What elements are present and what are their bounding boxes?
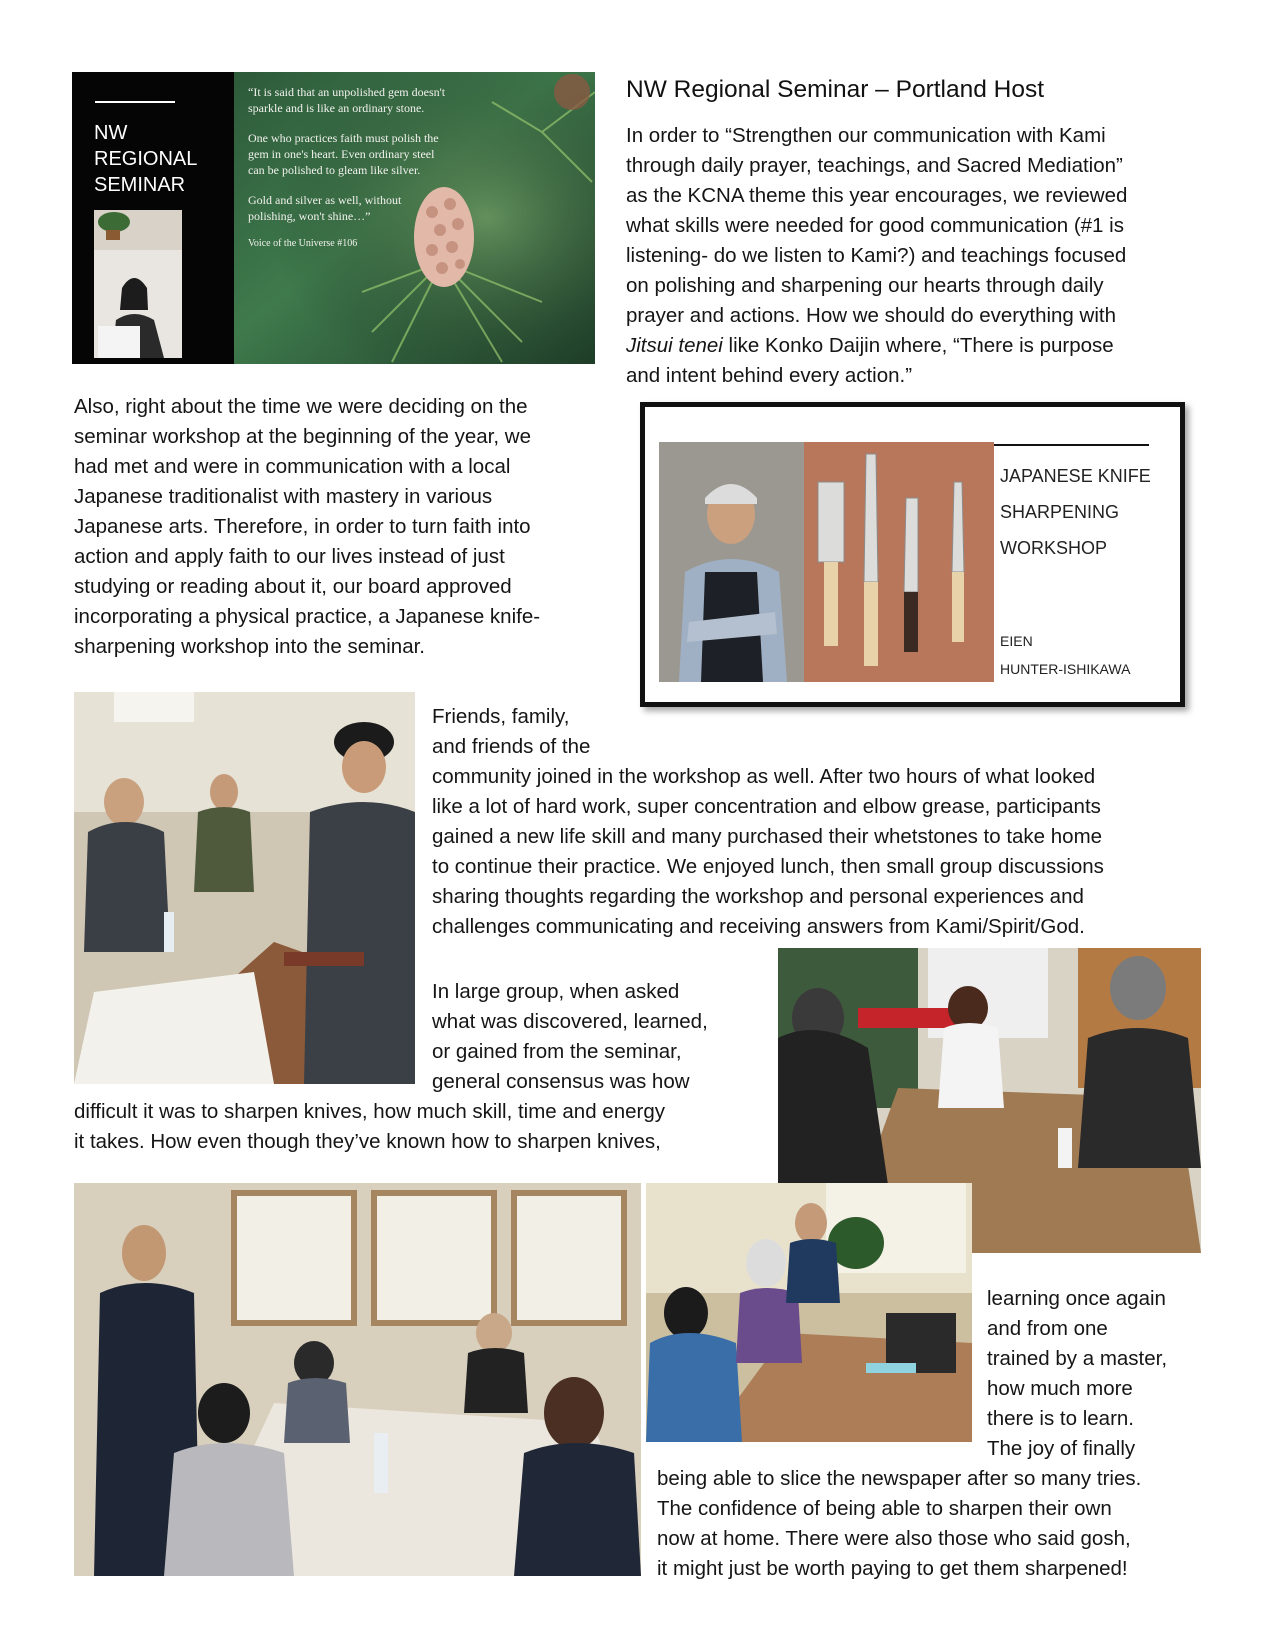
text-line: sharpening workshop into the seminar. bbox=[74, 635, 425, 658]
workshop-card bbox=[640, 402, 1185, 707]
quote-line: Gold and silver as well, without bbox=[248, 193, 402, 207]
quote-line: gem in one's heart. Even ordinary steel bbox=[248, 147, 435, 161]
workshop-photo-room bbox=[74, 1183, 641, 1576]
quote-line: polishing, won't shine…” bbox=[248, 209, 371, 223]
text-line: or gained from the seminar, bbox=[432, 1040, 682, 1063]
text-line: what was discovered, learned, bbox=[432, 1010, 708, 1033]
workshop-photo-laptop bbox=[646, 1183, 972, 1442]
text-line: now at home. There were also those who said gosh, bbox=[657, 1527, 1131, 1550]
text-line: community joined in the workshop as well. After two hours of what looked bbox=[432, 765, 1096, 788]
text-line: general consensus was how bbox=[432, 1070, 690, 1093]
quote-line: can be polished to gleam like silver. bbox=[248, 163, 421, 177]
text-line: In order to “Strengthen our communication with Kami bbox=[626, 124, 1106, 147]
text-line: Japanese traditionalist with mastery in various bbox=[74, 485, 493, 508]
instructor-name-line: HUNTER-ISHIKAWA bbox=[1000, 661, 1131, 677]
text-line: Japanese arts. Therefore, in order to turn faith into bbox=[74, 515, 531, 538]
text-line: to continue their practice. We enjoyed lunch, then small group discussions bbox=[432, 855, 1104, 878]
text-line: it takes. How even though they’ve known how to sharpen knives, bbox=[74, 1130, 661, 1153]
instructor-photo bbox=[659, 442, 804, 682]
text-line: and from one bbox=[987, 1317, 1108, 1340]
article-heading: NW Regional Seminar – Portland Host bbox=[626, 76, 1045, 103]
banner-title bbox=[94, 120, 197, 198]
text-line: trained by a master, bbox=[987, 1347, 1168, 1370]
text-fragment: like Konko Daijin where, “There is purpose bbox=[722, 334, 1114, 357]
workshop-photo-participants bbox=[74, 692, 415, 1084]
instructor-name-line: EIEN bbox=[1000, 633, 1033, 649]
text-line: The joy of finally bbox=[987, 1437, 1136, 1460]
text-line: prayer and actions. How we should do everything with bbox=[626, 304, 1116, 327]
text-line: had met and were in communication with a local bbox=[74, 455, 511, 478]
knives-photo bbox=[804, 442, 994, 682]
card-title-line: JAPANESE KNIFE bbox=[1000, 466, 1151, 486]
quote-line: “It is said that an unpolished gem doesn't bbox=[248, 85, 446, 99]
text-line: learning once again bbox=[987, 1287, 1166, 1310]
text-line: difficult it was to sharpen knives, how much skill, time and energy bbox=[74, 1100, 665, 1123]
text-line: action and apply faith to our lives instead of just bbox=[74, 545, 505, 568]
italic-term: Jitsui tenei bbox=[626, 334, 723, 357]
text-line: on polishing and sharpening our hearts through daily bbox=[626, 274, 1104, 297]
text-line: there is to learn. bbox=[987, 1407, 1134, 1430]
text-line: as the KCNA theme this year encourages, we reviewed bbox=[626, 184, 1128, 207]
banner-title-line: REGIONAL bbox=[94, 148, 198, 170]
banner-title-line: SEMINAR bbox=[94, 174, 186, 196]
card-instructor bbox=[1000, 627, 1130, 683]
text-line: how much more bbox=[987, 1377, 1133, 1400]
banner-quote bbox=[248, 84, 445, 252]
text-line: The confidence of being able to sharpen their own bbox=[657, 1497, 1112, 1520]
text-line: being able to slice the newspaper after so many tries. bbox=[657, 1467, 1142, 1490]
card-rule bbox=[994, 444, 1149, 446]
text-line: it might just be worth paying to get them sharpened! bbox=[657, 1557, 1128, 1580]
banner-rule bbox=[95, 101, 175, 103]
text-line: listening- do we listen to Kami?) and teachings focused bbox=[626, 244, 1127, 267]
card-title bbox=[1000, 458, 1151, 566]
text-line: what skills were needed for good communication (#1 is bbox=[626, 214, 1124, 237]
text-line: and friends of the bbox=[432, 735, 591, 758]
card-title-line: SHARPENING bbox=[1000, 502, 1120, 522]
text-line: Friends, family, bbox=[432, 705, 570, 728]
card-title-line: WORKSHOP bbox=[1000, 538, 1108, 558]
banner-title-line: NW bbox=[94, 122, 128, 144]
text-line: seminar workshop at the beginning of the year, we bbox=[74, 425, 531, 448]
text-line: sharing thoughts regarding the workshop and personal experiences and bbox=[432, 885, 1084, 908]
quote-line: sparkle and is like an ordinary stone. bbox=[248, 101, 425, 115]
quote-line: One who practices faith must polish the bbox=[248, 131, 439, 145]
seminar-banner bbox=[72, 72, 595, 364]
text-line: incorporating a physical practice, a Japanese knife- bbox=[74, 605, 541, 628]
quote-source: Voice of the Universe #106 bbox=[248, 238, 358, 249]
text-line: and intent behind every action.” bbox=[626, 364, 913, 387]
text-line: through daily prayer, teachings, and Sacred Mediation” bbox=[626, 154, 1123, 177]
text-line bbox=[626, 331, 1114, 362]
text-line: challenges communicating and receiving answers from Kami/Spirit/God. bbox=[432, 915, 1085, 938]
text-line: like a lot of hard work, super concentration and elbow grease, participants bbox=[432, 795, 1101, 818]
text-line: Also, right about the time we were deciding on the bbox=[74, 395, 528, 418]
text-line: studying or reading about it, our board approved bbox=[74, 575, 512, 598]
text-line: gained a new life skill and many purchased their whetstones to take home bbox=[432, 825, 1103, 848]
text-line: In large group, when asked bbox=[432, 980, 680, 1003]
